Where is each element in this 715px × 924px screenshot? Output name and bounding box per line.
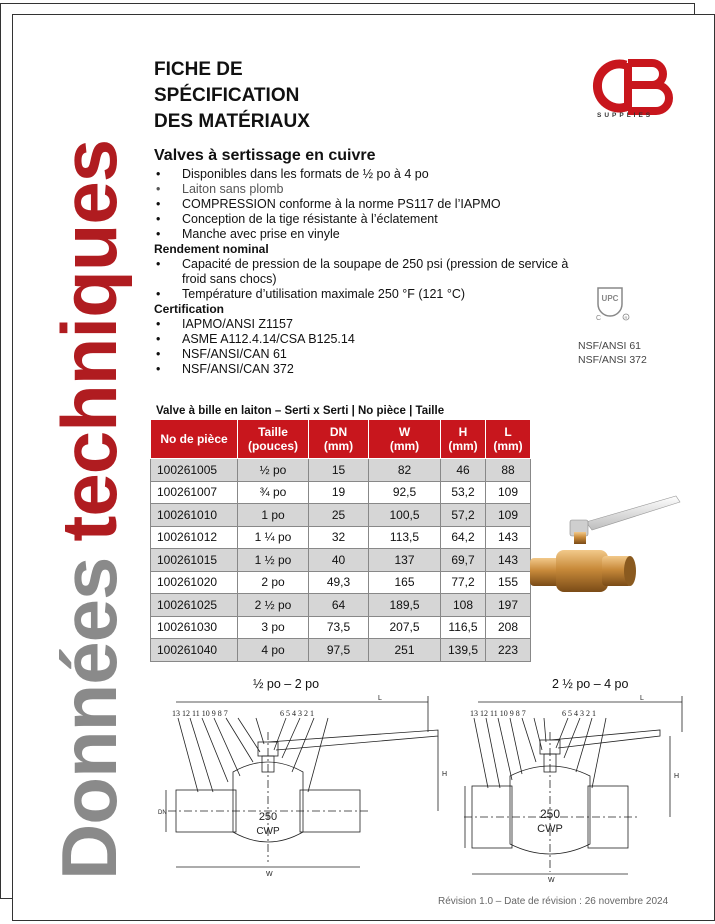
cell-l: 109 bbox=[486, 481, 531, 504]
cell-size: 1 po bbox=[238, 504, 309, 527]
cell-part-number: 100261007 bbox=[151, 481, 238, 504]
cell-dn: 73,5 bbox=[309, 616, 369, 639]
section-title: Valves à sertissage en cuivre bbox=[154, 147, 376, 164]
cell-size: 3 po bbox=[238, 616, 309, 639]
cell-h: 108 bbox=[441, 594, 486, 617]
table-header-row bbox=[151, 420, 531, 459]
upc-mark-text: UPC bbox=[601, 294, 619, 303]
cell-part-number: 100261010 bbox=[151, 504, 238, 527]
large-valve-technical-drawing bbox=[460, 692, 690, 882]
table-row bbox=[151, 526, 531, 549]
drawing-right-dim-h: H bbox=[674, 773, 680, 780]
cell-dn: 49,3 bbox=[309, 571, 369, 594]
cell-h: 53,2 bbox=[441, 481, 486, 504]
cell-part-number: 100261005 bbox=[151, 459, 238, 482]
cell-w: 207,5 bbox=[369, 616, 441, 639]
document-title bbox=[154, 57, 310, 135]
cell-l: 155 bbox=[486, 571, 531, 594]
cell-l: 223 bbox=[486, 639, 531, 662]
drawing-right-callouts2: 6 5 4 3 2 1 bbox=[562, 709, 596, 718]
cell-h: 69,7 bbox=[441, 549, 486, 572]
header-l: L (mm) bbox=[486, 420, 531, 459]
vertical-title-word1: Données bbox=[45, 557, 133, 880]
cell-w: 113,5 bbox=[369, 526, 441, 549]
drawing-right-dim-l: L bbox=[640, 695, 644, 702]
document-title-line3: DES MATÉRIAUX bbox=[154, 111, 310, 132]
cell-h: 57,2 bbox=[441, 504, 486, 527]
certification-item: • IAPMO/ANSI Z1157 bbox=[154, 317, 594, 332]
cell-l: 208 bbox=[486, 616, 531, 639]
table-row bbox=[151, 549, 531, 572]
small-valve-technical-drawing bbox=[158, 692, 448, 882]
cell-size: 2 po bbox=[238, 571, 309, 594]
table-row bbox=[151, 459, 531, 482]
c-mark-text: C bbox=[596, 315, 602, 322]
cell-part-number: 100261012 bbox=[151, 526, 238, 549]
cell-dn: 64 bbox=[309, 594, 369, 617]
header-w: W (mm) bbox=[369, 420, 441, 459]
drawing-right-stamp2: CWP bbox=[537, 823, 563, 835]
cell-part-number: 100261040 bbox=[151, 639, 238, 662]
cell-w: 137 bbox=[369, 549, 441, 572]
cell-dn: 25 bbox=[309, 504, 369, 527]
certification-item: • NSF/ANSI/CAN 372 bbox=[154, 362, 594, 377]
drawing-right-dim-w: W bbox=[548, 877, 555, 882]
drawing-left-label: ½ po – 2 po bbox=[253, 677, 320, 691]
cell-dn: 40 bbox=[309, 549, 369, 572]
upc-certification-icon bbox=[590, 282, 630, 322]
cell-size: 1 ½ po bbox=[238, 549, 309, 572]
nsf-line1: NSF/ANSI 61 bbox=[578, 340, 642, 352]
certification-heading: Certification bbox=[154, 302, 225, 316]
drawing-right-callouts: 13 12 11 10 9 8 7 bbox=[470, 709, 526, 718]
feature-item: • Disponibles dans les formats de ½ po à 4 po bbox=[154, 167, 594, 182]
drawing-right-stamp1: 250 bbox=[539, 807, 561, 821]
certification-item: • ASME A112.4.14/CSA B125.14 bbox=[154, 332, 594, 347]
table-row bbox=[151, 594, 531, 617]
cell-h: 116,5 bbox=[441, 616, 486, 639]
cell-w: 82 bbox=[369, 459, 441, 482]
nsf-line2: NSF/ANSI 372 bbox=[578, 354, 647, 366]
vertical-title bbox=[45, 139, 133, 880]
table-row bbox=[151, 481, 531, 504]
cell-w: 100,5 bbox=[369, 504, 441, 527]
drawing-left-callouts: 13 12 11 10 9 8 7 bbox=[172, 709, 228, 718]
table-caption: Valve à bille en laiton – Serti x Serti | No pièce | Taille bbox=[156, 405, 445, 417]
drawing-left-dim-l: L bbox=[378, 695, 382, 702]
cell-w: 165 bbox=[369, 571, 441, 594]
rating-heading: Rendement nominal bbox=[154, 242, 269, 256]
cell-l: 143 bbox=[486, 549, 531, 572]
table-row bbox=[151, 639, 531, 662]
cell-part-number: 100261020 bbox=[151, 571, 238, 594]
cell-h: 77,2 bbox=[441, 571, 486, 594]
cell-h: 46 bbox=[441, 459, 486, 482]
table-row bbox=[151, 616, 531, 639]
drawing-right-label: 2 ½ po – 4 po bbox=[552, 677, 629, 691]
drawing-left-callouts2: 6 5 4 3 2 1 bbox=[280, 709, 314, 718]
header-h: H (mm) bbox=[441, 420, 486, 459]
feature-item: • Manche avec prise en vinyle bbox=[154, 227, 594, 242]
cell-size: 2 ½ po bbox=[238, 594, 309, 617]
feature-item: • Conception de la tige résistante à l’éclatement bbox=[154, 212, 594, 227]
cell-size: ½ po bbox=[238, 459, 309, 482]
header-dn: DN (mm) bbox=[309, 420, 369, 459]
dimensions-table bbox=[150, 419, 531, 662]
cell-dn: 97,5 bbox=[309, 639, 369, 662]
cell-w: 251 bbox=[369, 639, 441, 662]
cell-dn: 32 bbox=[309, 526, 369, 549]
cell-dn: 19 bbox=[309, 481, 369, 504]
drawing-left-stamp2: CWP bbox=[256, 826, 280, 837]
specification-list bbox=[154, 167, 594, 377]
cell-l: 197 bbox=[486, 594, 531, 617]
document-title-line1: FICHE DE bbox=[154, 59, 243, 80]
cell-part-number: 100261030 bbox=[151, 616, 238, 639]
brass-ball-valve-photo bbox=[526, 492, 690, 614]
cell-h: 64,2 bbox=[441, 526, 486, 549]
table-row bbox=[151, 504, 531, 527]
drawing-left-dim-h: H bbox=[442, 771, 448, 778]
document-title-line2: SPÉCIFICATION bbox=[154, 85, 300, 106]
cell-l: 109 bbox=[486, 504, 531, 527]
cell-size: ¾ po bbox=[238, 481, 309, 504]
certification-item: • NSF/ANSI/CAN 61 bbox=[154, 347, 594, 362]
vertical-title-word2: techniques bbox=[45, 139, 133, 542]
feature-item: • Laiton sans plomb bbox=[154, 182, 594, 197]
header-part-number: No de pièce bbox=[151, 420, 238, 459]
cell-part-number: 100261015 bbox=[151, 549, 238, 572]
cell-dn: 15 bbox=[309, 459, 369, 482]
rating-item: • Capacité de pression de la soupape de 250 psi (pression de service à froid sans chocs) bbox=[154, 257, 584, 287]
cell-w: 92,5 bbox=[369, 481, 441, 504]
cell-l: 143 bbox=[486, 526, 531, 549]
drawing-left-dim-w: W bbox=[266, 871, 273, 878]
header-size: Taille (pouces) bbox=[238, 420, 309, 459]
cell-l: 88 bbox=[486, 459, 531, 482]
r-mark-text: R bbox=[624, 315, 628, 320]
cell-part-number: 100261025 bbox=[151, 594, 238, 617]
revision-footer: Révision 1.0 – Date de révision : 26 novembre 2024 bbox=[438, 896, 669, 907]
cell-h: 139,5 bbox=[441, 639, 486, 662]
drawing-left-stamp1: 250 bbox=[258, 811, 278, 823]
drawing-left-dim-dn: DN bbox=[158, 810, 167, 816]
feature-item: • COMPRESSION conforme à la norme PS117 de l’IAPMO bbox=[154, 197, 594, 212]
rating-item: • Température d’utilisation maximale 250 °F (121 °C) bbox=[154, 287, 584, 302]
cell-size: 1 ¼ po bbox=[238, 526, 309, 549]
logo-subtitle: SUPPLIES bbox=[597, 112, 654, 119]
cell-w: 189,5 bbox=[369, 594, 441, 617]
nsf-certification-text bbox=[578, 339, 647, 367]
table-row bbox=[151, 571, 531, 594]
cell-size: 4 po bbox=[238, 639, 309, 662]
